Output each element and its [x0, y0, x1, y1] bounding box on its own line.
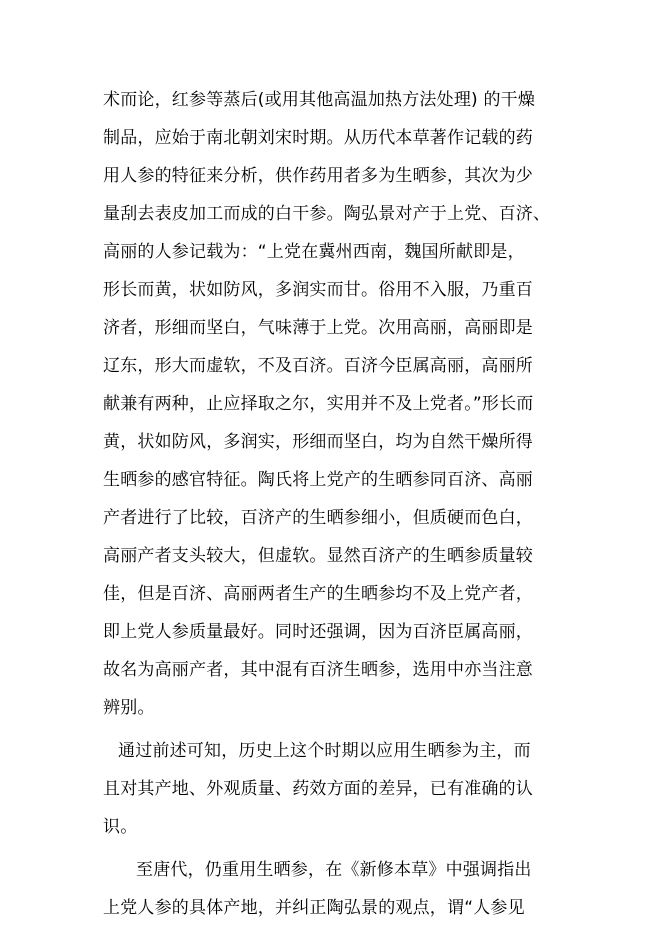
text-line: 且对其产地、外观质量、药效方面的差异，已有准确的认 [103, 779, 533, 799]
text-line: 辽东，形大而虚软，不及百济。百济今臣属高丽，高丽所 [103, 356, 533, 376]
text-line: 形长而黄，状如防风，多润实而甘。俗用不入服，乃重百 [103, 280, 533, 300]
text-line: 故名为高丽产者，其中混有百济生晒参，选用中亦当注意 [103, 660, 533, 680]
text-line: 辨别。 [103, 698, 155, 718]
text-line: 识。 [103, 817, 138, 837]
text-line: 黄，状如防风，多润实，形细而坚白，均为自然干燥所得 [103, 432, 533, 452]
text-line: 高丽产者支头较大，但虚软。显然百济产的生晒参质量较 [103, 546, 533, 566]
text-line: 用人参的特征来分析，供作药用者多为生晒参，其次为少 [103, 166, 533, 186]
text-line: 即上党人参质量最好。同时还强调，因为百济臣属高丽， [103, 622, 533, 642]
text-line: 术而论，红参等蒸后(或用其他高温加热方法处理) 的干燥 [103, 90, 536, 110]
text-line: 量刮去表皮加工而成的白干参。陶弘景对产于上党、百济、 [103, 204, 551, 224]
paragraph-start-line: 至唐代，仍重用生晒参，在《新修本草》中强调指出 [136, 860, 532, 880]
text-line: 献兼有两种，止应择取之尔，实用并不及上党者。”形长而 [103, 394, 534, 414]
text-line: 上党人参的具体产地，并纠正陶弘景的观点，谓“人参见 [103, 898, 525, 918]
text-line: 产者进行了比较，百济产的生晒参细小，但质硬而色白， [103, 508, 533, 528]
text-line: 高丽的人参记载为：“上党在冀州西南，魏国所献即是， [103, 242, 525, 262]
text-line: 济者，形细而坚白，气味薄于上党。次用高丽，高丽即是 [103, 318, 533, 338]
text-line: 制品，应始于南北朝刘宋时期。从历代本草著作记载的药 [103, 128, 533, 148]
paragraph-start-line: 通过前述可知，历史上这个时期以应用生晒参为主，而 [118, 741, 531, 761]
text-line: 佳，但是百济、高丽两者生产的生晒参均不及上党产者， [103, 584, 533, 604]
text-line: 生晒参的感官特征。陶氏将上党产的生晒参同百济、高丽 [103, 470, 533, 490]
